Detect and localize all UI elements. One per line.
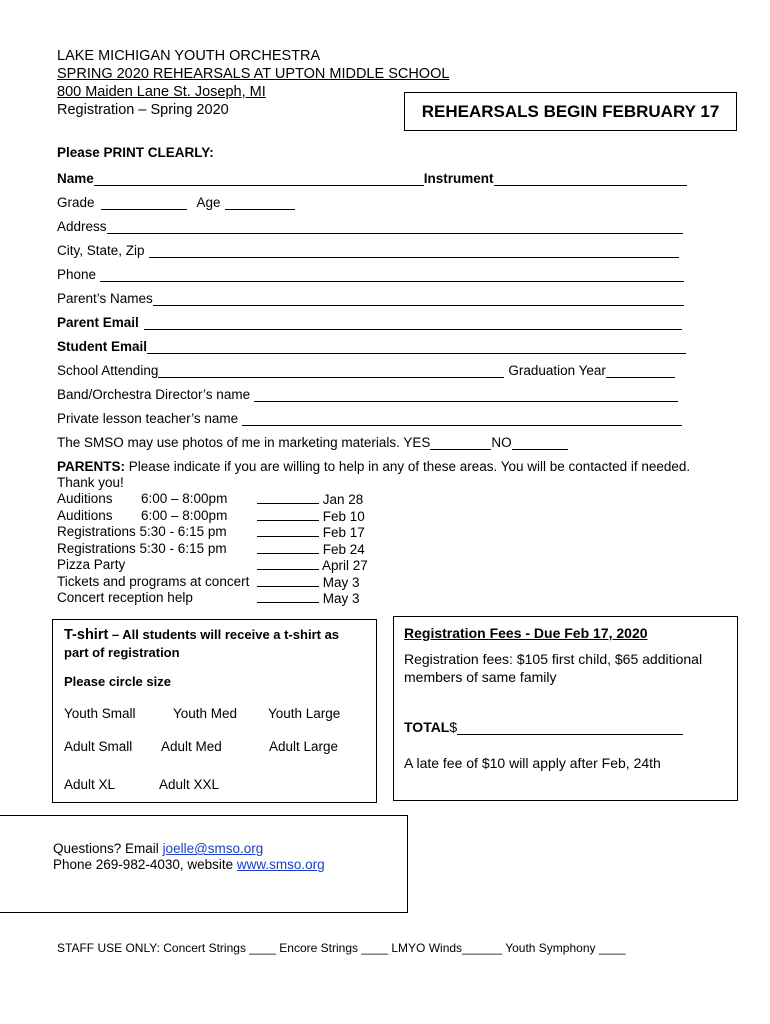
address-field[interactable] xyxy=(107,220,683,234)
instrument-field[interactable] xyxy=(494,172,687,186)
instrument-label: Instrument xyxy=(423,171,494,186)
address-label: Address xyxy=(57,219,107,234)
grad-year-field[interactable] xyxy=(606,364,675,378)
schedule-time: 6:00 – 8:00pm xyxy=(141,491,228,506)
school-label: School Attending xyxy=(57,363,159,378)
fees-text: Registration fees: $105 first child, $65 additional members of same family xyxy=(404,651,703,685)
total-field[interactable] xyxy=(457,720,683,735)
city-field[interactable] xyxy=(149,244,679,258)
school-row xyxy=(57,360,675,378)
size-adult-xxl[interactable]: Adult XXL xyxy=(159,777,220,792)
parent-email-field[interactable] xyxy=(144,316,682,330)
parents-names-field[interactable] xyxy=(153,292,684,306)
total-dollar: $ xyxy=(449,719,458,735)
registration-term: Registration – Spring 2020 xyxy=(57,102,229,118)
size-youth-large[interactable]: Youth Large xyxy=(268,706,341,721)
parent-email-row xyxy=(57,312,682,330)
tshirt-subtitle: – All students will receive a t-shirt as part of registration xyxy=(64,627,340,660)
parents-names-row xyxy=(57,288,684,306)
fees-box xyxy=(393,616,738,801)
schedule-task: Concert reception help xyxy=(57,590,193,605)
parents-names-label: Parent’s Names xyxy=(57,291,153,306)
banner-text: REHEARSALS BEGIN FEBRUARY 17 xyxy=(421,101,720,121)
size-adult-small[interactable]: Adult Small xyxy=(64,739,133,754)
student-email-label: Student Email xyxy=(57,339,148,354)
phone-line xyxy=(53,857,325,872)
grade-age-row xyxy=(57,192,295,210)
volunteer-blank[interactable] xyxy=(257,590,319,603)
volunteer-blank[interactable] xyxy=(257,557,319,570)
contact-box xyxy=(0,815,408,913)
schedule-task: Pizza Party xyxy=(57,557,126,572)
size-youth-med[interactable]: Youth Med xyxy=(173,706,238,721)
private-teacher-field[interactable] xyxy=(242,412,682,426)
volunteer-blank[interactable] xyxy=(257,508,319,521)
schedule-date: Feb 24 xyxy=(322,541,365,557)
city-label: City, State, Zip xyxy=(57,243,145,258)
schedule-task: Auditions xyxy=(57,491,113,506)
director-row xyxy=(57,384,678,402)
grade-field[interactable] xyxy=(101,196,187,210)
name-field[interactable] xyxy=(94,172,424,186)
schedule-task: Registrations 5:30 - 6:15 pm xyxy=(57,524,227,539)
schedule-date: Jan 28 xyxy=(322,492,364,507)
grad-year-label: Graduation Year xyxy=(508,363,606,378)
volunteer-blank[interactable] xyxy=(257,491,319,504)
phone-text: Phone 269-982-4030, website xyxy=(53,857,237,872)
parents-note xyxy=(57,459,690,474)
tshirt-title: T-shirt xyxy=(64,627,109,643)
director-field[interactable] xyxy=(254,388,678,402)
city-row xyxy=(57,240,679,258)
photos-label: The SMSO may use photos of me in marketing materials. YES xyxy=(57,435,431,450)
fees-title: Registration Fees - Due Feb 17, 2020 xyxy=(404,625,648,641)
volunteer-blank[interactable] xyxy=(257,574,319,587)
email-link[interactable]: joelle@smso.org xyxy=(162,841,264,856)
tshirt-heading xyxy=(64,626,364,661)
school-field[interactable] xyxy=(158,364,504,378)
rehearsals-banner xyxy=(404,92,737,131)
questions-line xyxy=(53,841,263,856)
private-teacher-label: Private lesson teacher’s name xyxy=(57,411,239,426)
org-name: LAKE MICHIGAN YOUTH ORCHESTRA xyxy=(57,48,321,64)
total-label: TOTAL xyxy=(404,719,450,735)
size-youth-small[interactable]: Youth Small xyxy=(64,706,136,721)
size-adult-med[interactable]: Adult Med xyxy=(161,739,222,754)
schedule-date: Feb 10 xyxy=(322,508,365,524)
size-adult-large[interactable]: Adult Large xyxy=(269,739,339,754)
address-row xyxy=(57,216,683,234)
photos-row xyxy=(57,432,568,450)
parents-label: PARENTS: xyxy=(57,459,126,474)
photos-no-label: NO xyxy=(491,435,512,450)
questions-text: Questions? Email xyxy=(53,841,163,856)
volunteer-blank[interactable] xyxy=(257,524,319,537)
rehearsal-location: SPRING 2020 REHEARSALS AT UPTON MIDDLE SCHOOL xyxy=(57,66,450,82)
print-clearly-label: Please PRINT CLEARLY: xyxy=(57,145,214,160)
student-email-row xyxy=(57,336,686,354)
name-instrument-row xyxy=(57,168,687,186)
age-label: Age xyxy=(196,195,221,210)
director-label: Band/Orchestra Director’s name xyxy=(57,387,251,402)
schedule-task: Auditions xyxy=(57,507,113,523)
total-row xyxy=(404,719,683,735)
schedule-date: April 27 xyxy=(322,558,368,573)
parent-email-label: Parent Email xyxy=(57,315,139,330)
age-field[interactable] xyxy=(225,196,295,210)
thank-you: Thank you! xyxy=(57,475,124,490)
staff-use-line: STAFF USE ONLY: Concert Strings ____ Encore Strings ____ LMYO Winds______ Youth Symphony ____ xyxy=(57,941,626,955)
phone-label: Phone xyxy=(57,267,97,282)
phone-row xyxy=(57,264,684,282)
website-link[interactable]: www.smso.org xyxy=(236,857,325,872)
photos-no-field[interactable] xyxy=(512,436,568,450)
circle-size-label: Please circle size xyxy=(64,674,171,689)
schedule-task: Tickets and programs at concert xyxy=(57,573,250,589)
schedule-task: Registrations 5:30 - 6:15 pm xyxy=(57,540,227,556)
phone-field[interactable] xyxy=(100,268,684,282)
volunteer-blank[interactable] xyxy=(257,541,319,554)
schedule-date: May 3 xyxy=(322,591,360,606)
schedule-time: 6:00 – 8:00pm xyxy=(141,507,228,523)
late-fee-note: A late fee of $10 will apply after Feb, 24th xyxy=(404,755,661,771)
address-line: 800 Maiden Lane St. Joseph, MI xyxy=(57,84,266,100)
student-email-field[interactable] xyxy=(147,340,686,354)
schedule-date: May 3 xyxy=(322,574,360,590)
private-teacher-row xyxy=(57,408,682,426)
photos-yes-field[interactable] xyxy=(430,436,491,450)
schedule-date: Feb 17 xyxy=(322,525,365,540)
grade-label: Grade xyxy=(57,195,95,210)
size-adult-xl[interactable]: Adult XL xyxy=(64,777,116,792)
parents-text: Please indicate if you are willing to help in any of these areas. You will be contacted if needed. xyxy=(125,459,691,474)
tshirt-box xyxy=(52,619,377,803)
name-label: Name xyxy=(57,171,94,186)
